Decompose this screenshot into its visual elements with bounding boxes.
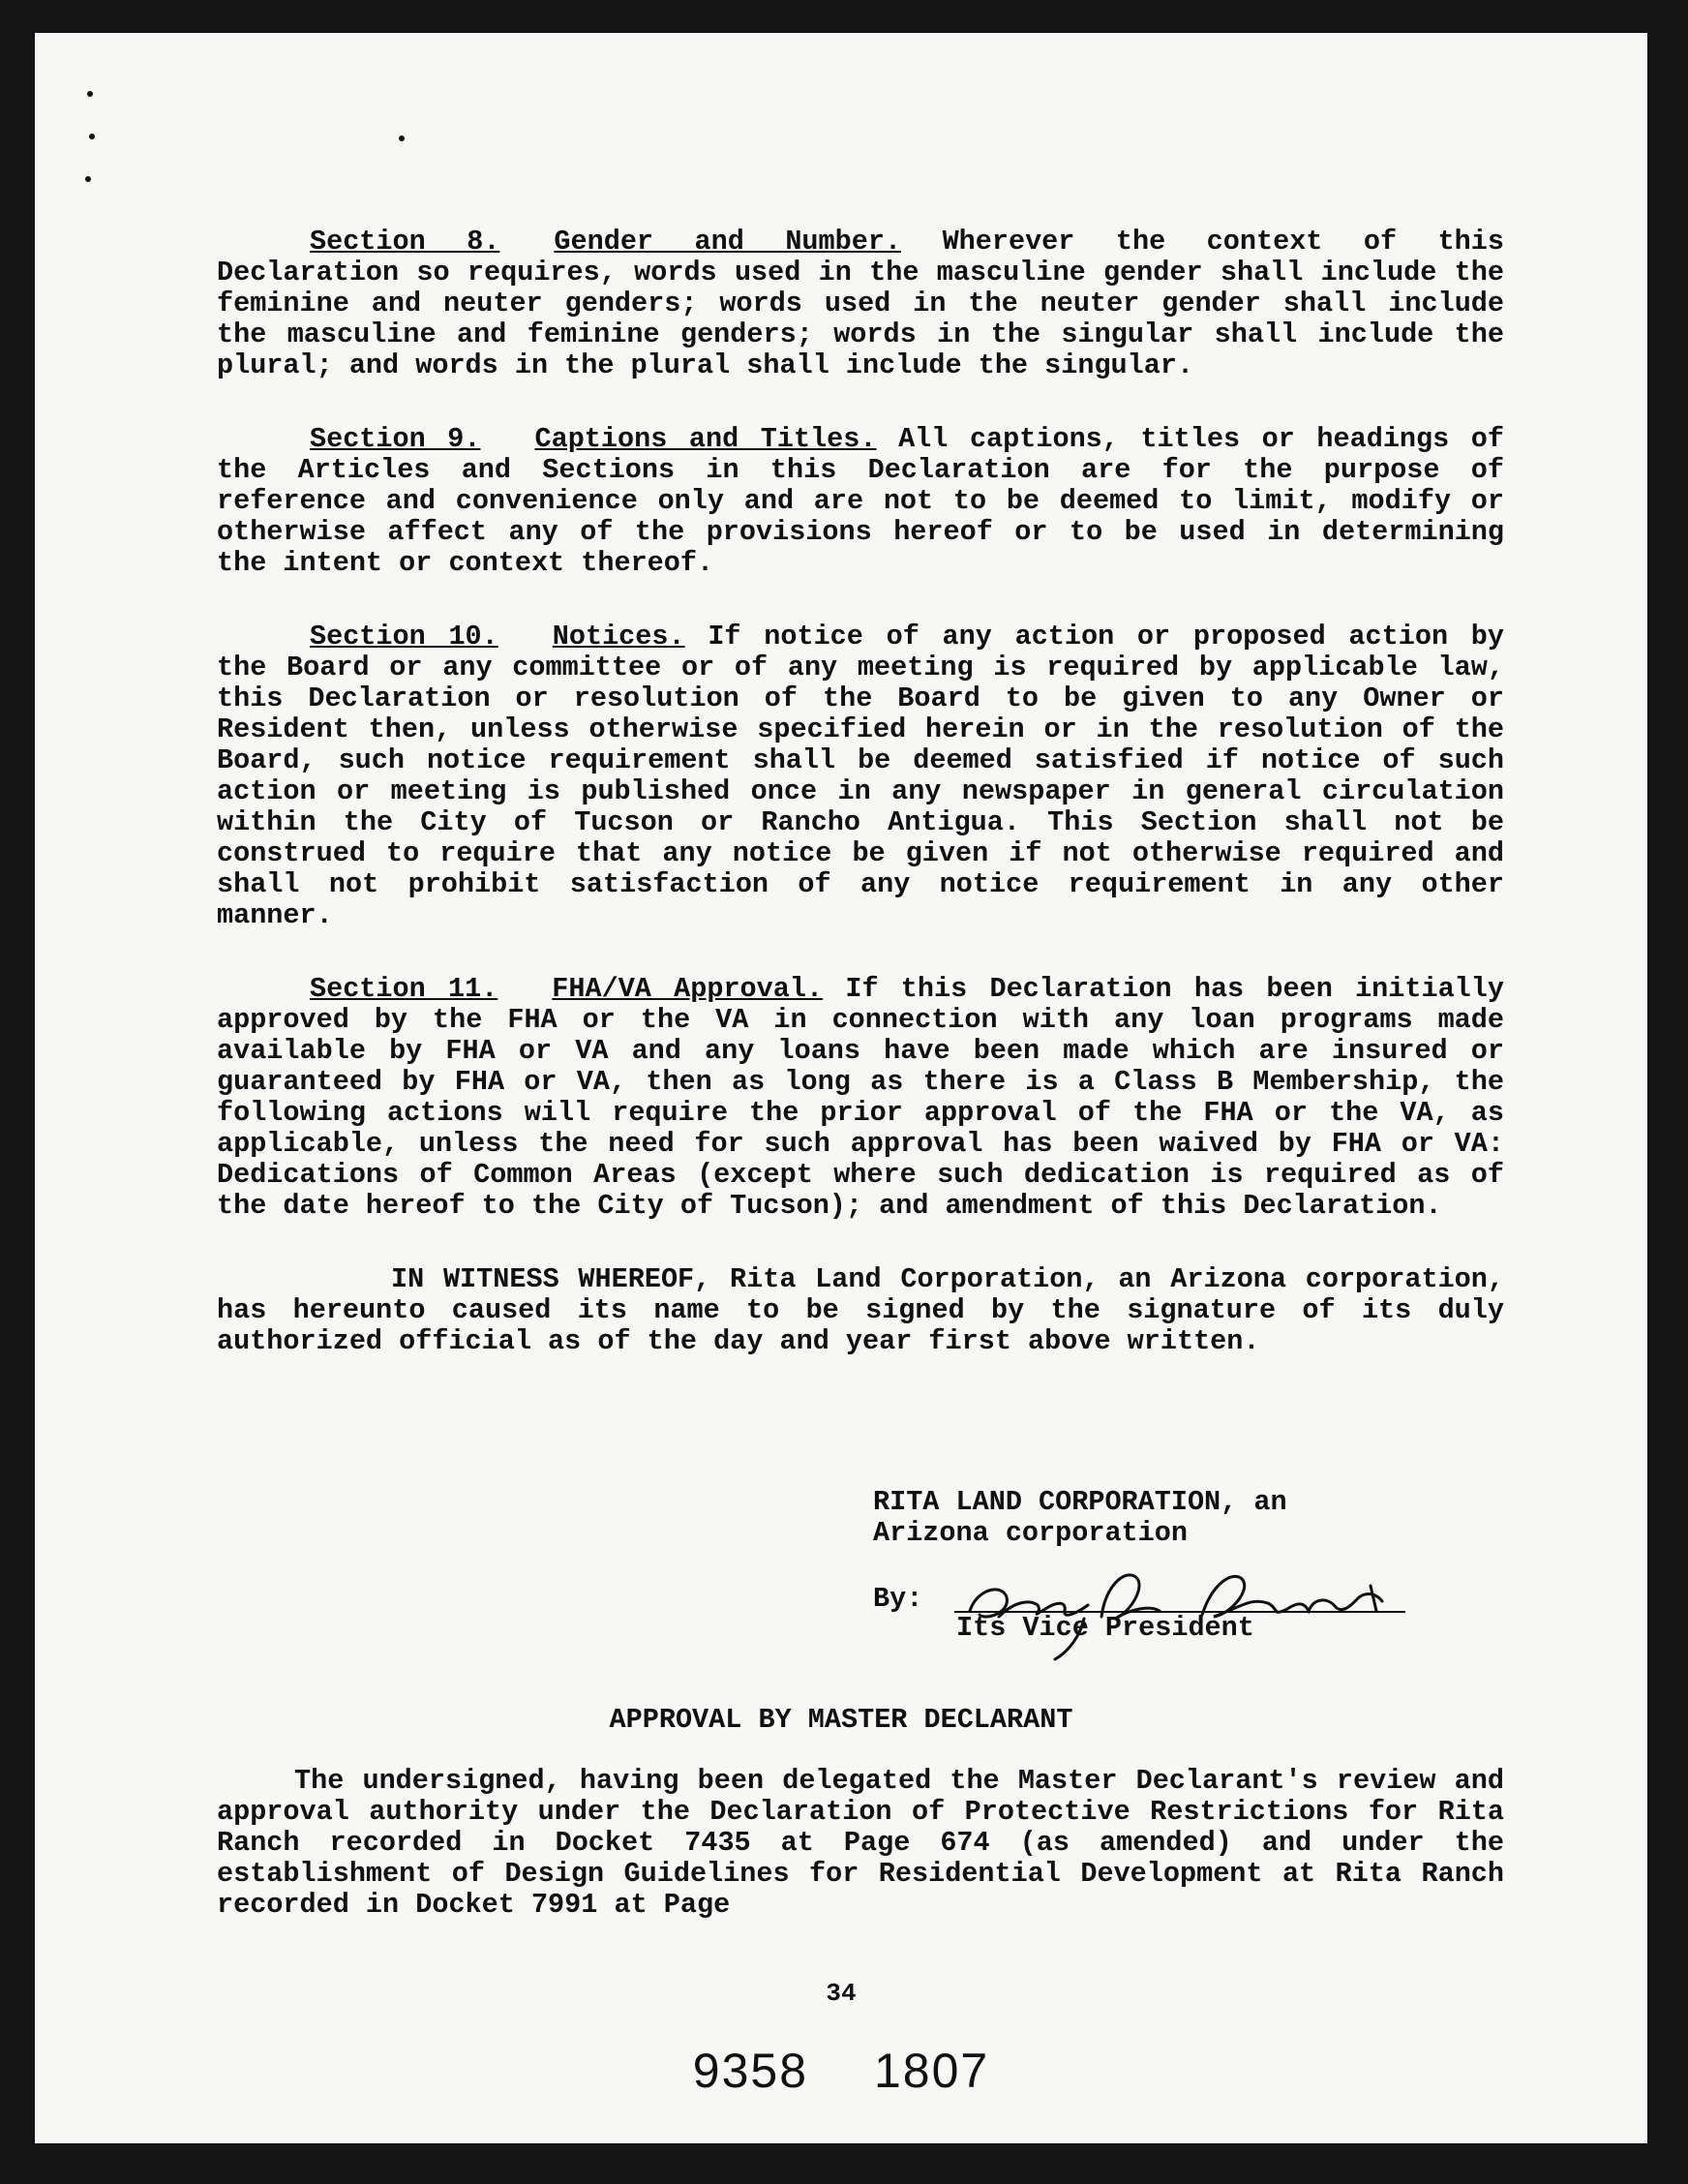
recording-stamp bbox=[35, 2043, 1647, 2099]
witness-clause: IN WITNESS WHEREOF, Rita Land Corporation, an Arizona corporation, has hereunto caused its name to be signed by the signature of its duly authorized official as of the day and year first above written. bbox=[217, 1263, 1504, 1357]
section-11 bbox=[217, 974, 1504, 1222]
by-label: By: bbox=[873, 1583, 923, 1615]
signer-title: Its Vice President bbox=[956, 1612, 1254, 1644]
section-title: Notices. bbox=[552, 621, 685, 652]
scan-speck bbox=[85, 176, 91, 182]
signature-block bbox=[873, 1486, 1415, 1644]
approval-heading: APPROVAL BY MASTER DECLARANT bbox=[609, 1704, 1073, 1736]
company-name: RITA LAND CORPORATION, an bbox=[873, 1486, 1287, 1518]
recording-page-number: 1807 bbox=[874, 2044, 990, 2098]
by-line bbox=[873, 1570, 1415, 1644]
docket-number: 9358 bbox=[692, 2044, 808, 2098]
section-text: If this Declaration has been initially approved by the FHA or the VA in connection with any loan programs made available by FHA or VA and any loans have been made which are insured or guaranteed by FHA or VA, then as long as there is a Class B Membership, the following actions will require the prior approval of the FHA or the VA, as applicable, unless the need for such approval has been waived by FHA or VA: Dedications of Common Areas (except where such dedication is required as of the date hereof to the City of Tucson); and amendment of this Declaration. bbox=[217, 973, 1504, 1222]
handwritten-signature bbox=[960, 1559, 1405, 1665]
section-title: Gender and Number. bbox=[554, 226, 902, 258]
document-page bbox=[35, 33, 1647, 2143]
section-text: Wherever the context of this Declaration so requires, words used in the masculine gender shall include the feminine and neuter genders; words used in the neuter gender shall include the masculine and feminine genders; words in the singular shall include the plural; and words in the plural shall include the singular. bbox=[217, 226, 1504, 381]
scan-speck bbox=[89, 134, 95, 139]
section-10 bbox=[217, 622, 1504, 931]
declaration-body bbox=[217, 227, 1504, 1400]
section-number: Section 8. bbox=[310, 226, 500, 258]
section-number: Section 11. bbox=[310, 973, 498, 1005]
page-number: 34 bbox=[826, 1979, 857, 2008]
section-title: Captions and Titles. bbox=[534, 423, 877, 455]
section-8 bbox=[217, 227, 1504, 381]
scan-speck bbox=[87, 91, 93, 97]
section-9 bbox=[217, 424, 1504, 579]
approval-text: The undersigned, having been delegated the Master Declarant's review and approval authority under the Declaration of Protective Restrictions for Rita Ranch recorded in Docket 7435 at Page 674 (as amended) and under the establishment of Design Guidelines for Residential Development at Rita Ranch recorded in Docket 7991 at Page bbox=[217, 1765, 1504, 1921]
section-text: If notice of any action or proposed action by the Board or any committee or of any meeting is required by applicable law, this Declaration or resolution of the Board to be given to any Owner or Resident then, unless otherwise specified herein or in the resolution of the Board, such notice requirement shall be deemed satisfied if notice of such action or meeting is published once in any newspaper in general circulation within the City of Tucson or Rancho Antigua. This Section shall not be construed to require that any notice be given if not otherwise required and shall not prohibit satisfaction of any notice requirement in any other manner. bbox=[217, 621, 1504, 931]
scan-speck bbox=[399, 136, 405, 141]
section-number: Section 10. bbox=[310, 621, 498, 652]
company-type: Arizona corporation bbox=[873, 1517, 1188, 1549]
section-title: FHA/VA Approval. bbox=[552, 973, 824, 1005]
section-number: Section 9. bbox=[310, 423, 481, 455]
section-text: All captions, titles or headings of the Articles and Sections in this Declaration are for the purpose of reference and convenience only and are not to be deemed to limit, modify or otherwise affect any of the provisions hereof or to be used in determining the intent or context thereof. bbox=[217, 423, 1505, 579]
